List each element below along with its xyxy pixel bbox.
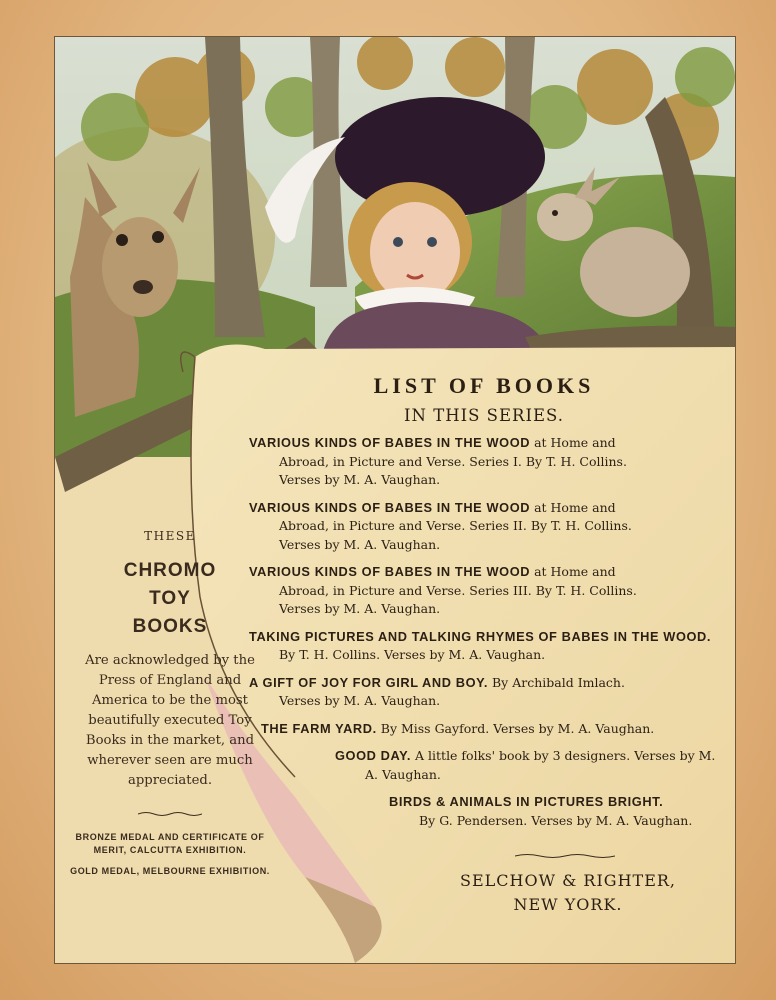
book-line1: A little folks' book by 3 designers. Verses by M. A. Vaughan. <box>365 748 716 782</box>
sidebar-panel <box>65 529 275 878</box>
book-title: GOOD DAY. <box>335 748 412 763</box>
book-entry <box>249 747 719 784</box>
book-line1: at Home and <box>530 564 616 579</box>
list-subtitle: IN THIS SERIES. <box>404 406 564 425</box>
book-list <box>249 373 719 830</box>
publisher-name: SELCHOW & RIGHTER, <box>459 871 677 890</box>
sidebar-these: THESE <box>144 529 196 543</box>
book-line3: Verses by M. A. Vaughan. <box>279 472 441 487</box>
book-title: TAKING PICTURES AND TALKING RHYMES OF BABES IN THE WOOD. <box>249 628 712 644</box>
book-line2: Abroad, in Picture and Verse. Series II. By T. H. Collins. <box>279 518 632 533</box>
book-entry <box>249 499 719 555</box>
book-line1: at Home and <box>530 499 616 515</box>
book-title: A GIFT OF JOY FOR GIRL AND BOY. <box>249 674 489 690</box>
book-title: VARIOUS KINDS OF BABES IN THE WOOD <box>249 564 531 579</box>
book-line2: Abroad, in Picture and Verse. Series I. By T. H. Collins. <box>279 453 627 469</box>
medal-bronze: BRONZE MEDAL AND CERTIFICATE OF MERIT, CALCUTTA EXHIBITION. <box>75 832 265 855</box>
book-entry <box>249 628 719 665</box>
book-line2: By G. Pendersen. Verses by M. A. Vaughan. <box>419 812 693 828</box>
book-line2: Verses by M. A. Vaughan. <box>279 693 441 708</box>
book-entry <box>249 563 719 619</box>
book-entry <box>249 434 719 490</box>
publisher <box>443 869 693 917</box>
illustrated-plate <box>54 36 736 964</box>
book-line3: Verses by M. A. Vaughan. <box>279 536 441 552</box>
book-entry <box>249 793 719 830</box>
sidebar-books: BOOKS <box>132 616 208 637</box>
sidebar-chromo: CHROMO <box>123 560 217 581</box>
book-line1: By T. H. Collins. Verses by M. A. Vaughan. <box>279 647 546 662</box>
book-entry <box>249 674 719 711</box>
book-title: BIRDS & ANIMALS IN PICTURES BRIGHT. <box>389 794 664 809</box>
flourish-divider <box>515 853 615 859</box>
book-line1: By Archibald Imlach. <box>488 674 625 690</box>
book-line1: at Home and <box>530 435 616 450</box>
list-title: LIST OF BOOKS <box>373 373 595 398</box>
book-entry <box>249 720 719 739</box>
sidebar-paragraph: Are acknowledged by the Press of England and America to be the most beautifully executed Toy Books in the market, and wherever seen are much appreciated. <box>85 653 255 788</box>
medal-gold: GOLD MEDAL, MELBOURNE EXHIBITION. <box>70 866 270 876</box>
sidebar-toy: TOY <box>149 588 191 609</box>
book-line2: Abroad, in Picture and Verse. Series III. By T. H. Collins. <box>279 582 637 598</box>
book-title: VARIOUS KINDS OF BABES IN THE WOOD <box>249 435 531 450</box>
book-title: THE FARM YARD. <box>261 720 377 736</box>
flourish-divider <box>138 811 202 817</box>
book-title: VARIOUS KINDS OF BABES IN THE WOOD <box>249 499 531 515</box>
publisher-city: NEW YORK. <box>513 895 623 914</box>
book-line1: By Miss Gayford. Verses by M. A. Vaughan. <box>376 720 655 736</box>
book-line3: Verses by M. A. Vaughan. <box>279 601 441 616</box>
